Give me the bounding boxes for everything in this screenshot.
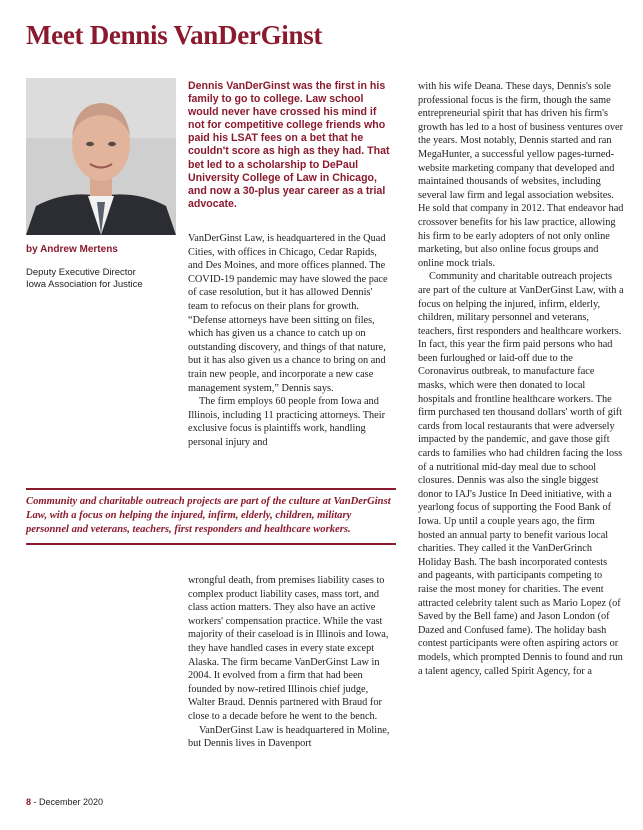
- author-role-title: Deputy Executive Director: [26, 267, 136, 278]
- body-paragraph: Community and charitable outreach projects are part of the culture at VanDerGinst Law, with a focus on helping the injured, infirm, elderly, children, military personnel and veterans, teachers, first responders and healthcare workers. In fact, this year the firm paid persons who had been furloughed or laid-off due to the Coronavirus outbreak, to manufacture face masks, which were then donated to local hospitals and frontline healthcare workers. The firm purchased ten thousand dollars' worth of gift cards from local restaurants that were adversely impacted by the pandemic, and gave those gift cards to families who had children facing the loss of a nutritional mid-day meal due to school closures. Dennis was also the single biggest donor to IAJ's Justice In Deed initiative, with a yearlong focus of supporting the Food Bank of Iowa. Up until a couple years ago, the firm hosted an annual party to benefit various local charities. They called it the VanDerGrinch Holiday Bash. The bash incorporated contests and pageants, with participants competing to raise the most money for charities. The event attracted celebrity talent such as Mario Lopez (of Saved by the Bell fame) and Jason London (of Dazed and Confused fame). The holiday bash contest participants were often aspiring actors or models, which prompted Dennis to found and run a talent agency, called Spirit Agency, for a: [418, 271, 624, 677]
- portrait-illustration: [26, 78, 176, 235]
- author-organization: Iowa Association for Justice: [26, 279, 143, 290]
- footer-separator: -: [31, 797, 40, 807]
- article-title: Meet Dennis VanDerGinst: [26, 20, 323, 50]
- body-paragraph: The firm employs 60 people from Iowa and Illinois, including 11 practicing attorneys. Their exclusive focus is plaintiffs work, handling personal injury and: [188, 396, 386, 448]
- article-intro: Dennis VanDerGinst was the first in his family to go to college. Law school would never have crossed his mind if not for competitive college friends who paid his LSAT fees on a bet that he couldn't score as high as they had. That bet led to a scholarship to DePaul University College of Law in Chicago, and now a 30-plus year career as a trial advocate.: [188, 80, 390, 210]
- page-footer: [26, 797, 103, 807]
- author-portrait-photo: [26, 78, 176, 235]
- page-number: 8: [26, 797, 32, 807]
- author-name: by Andrew Mertens: [26, 244, 118, 255]
- body-paragraph: VanDerGinst Law, is headquartered in the Quad Cities, with offices in Chicago, Cedar Rapids, and Des Moines, and more offices planned. The COVID-19 pandemic may have slowed the pace of case resolution, but it has allowed Dennis' team to refocus on their plans for growth. “Defense attorneys have been sitting on files, which has given us a chance to catch up on outstanding discovery, and things of that nature, but it has also given us a chance to bring on and train new people, and incorporate a new case management system,” Dennis says.: [188, 233, 388, 394]
- body-paragraph: with his wife Deana. These days, Dennis's sole professional focus is the firm, though the same entrepreneurial spirit that has driven his firm's growth has led to a host of business ventures over the years. Most notably, Dennis started and ran MegaHunter, a successful yellow pages-turned-website marketing company that developed and maintained thousands of websites, including several law firm and legal association websites. He sold that company in 2012. That endeavor had crossover benefits for his law practice, allowing his firm to be early adopters of not only online marketing, but also online focus groups and online mock trials.: [418, 81, 624, 269]
- pull-quote: [26, 488, 396, 545]
- body-paragraph: VanDerGinst Law is headquartered in Moline, but Dennis lives in Davenport: [188, 724, 390, 750]
- author-byline: [26, 244, 176, 291]
- pull-quote-text: Community and charitable outreach projects are part of the culture at VanDerGinst Law, with a focus on helping the injured, infirm, elderly, children, military personnel and veterans, teachers, first responders and healthcare workers.: [26, 496, 391, 535]
- body-column-right: [418, 80, 624, 678]
- body-column-left-bottom: [188, 574, 390, 751]
- body-paragraph: wrongful death, from premises liability cases to complex product liability cases, mass tort, and class action matters. They also have an active workers' compensation practice. While the vast majority of their caseload is in Illinois and Iowa, they have handled cases in every state except Alaska. The firm became VanDerGinst Law in 2004. It evolved from a firm that had been founded by now-retired Illinois chief judge, Walter Braud. Dennis partnered with Braud for close to a decade before he went to the bench.: [188, 575, 389, 722]
- issue-date: December 2020: [39, 797, 104, 807]
- body-column-left-top: [188, 232, 390, 450]
